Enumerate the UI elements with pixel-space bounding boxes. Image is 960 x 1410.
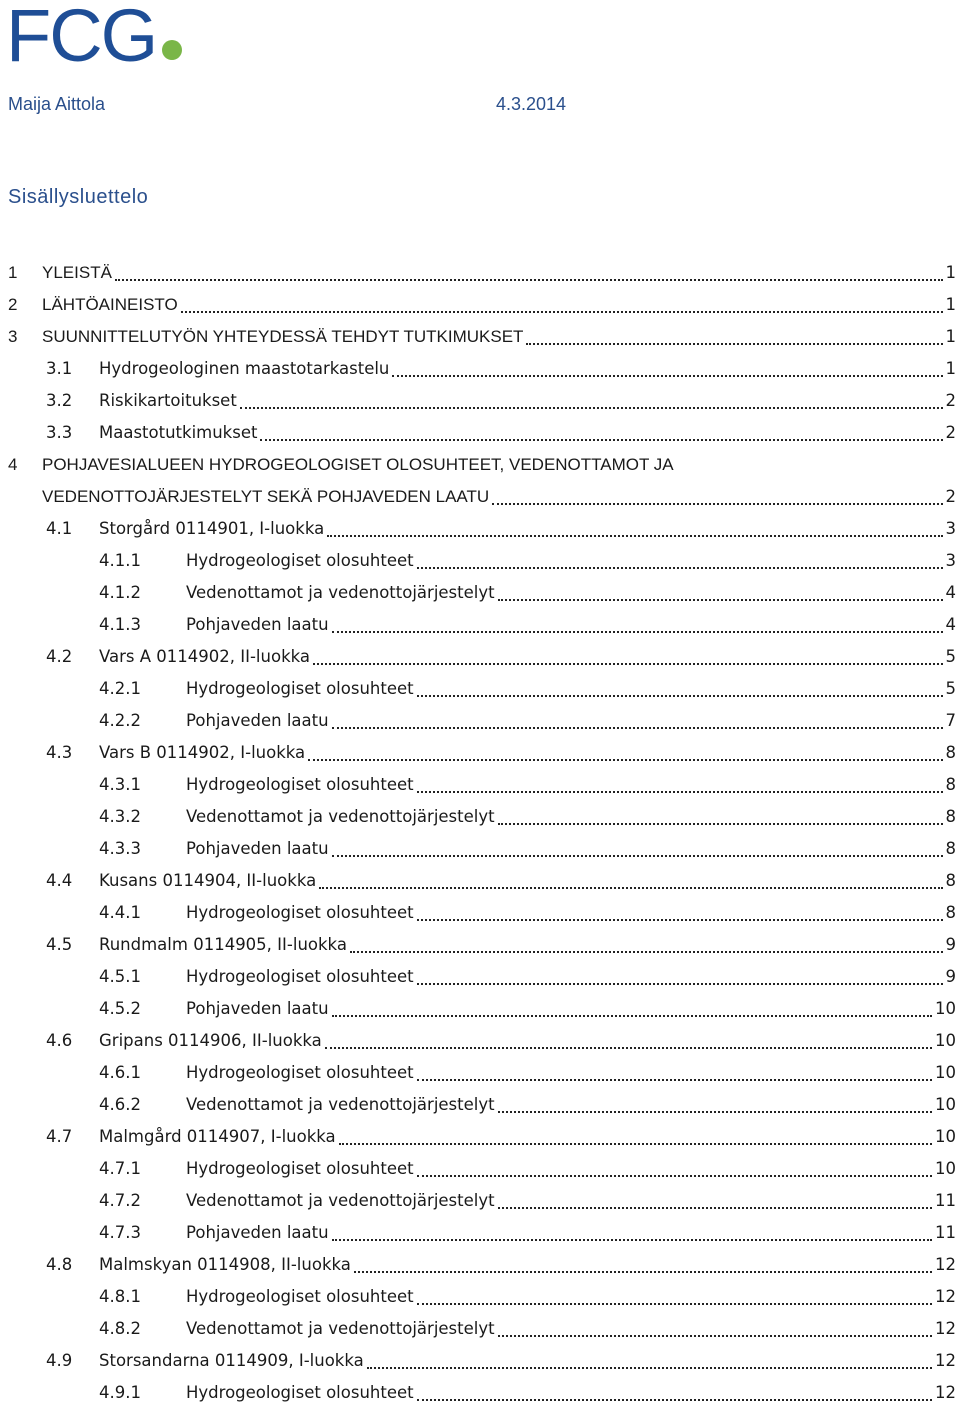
toc-entry[interactable] xyxy=(0,706,960,738)
toc-entry-page: 3 xyxy=(945,551,956,570)
toc-dot-leader xyxy=(332,838,943,857)
toc-entry-title: Hydrogeologiset olosuhteet xyxy=(186,1287,414,1306)
toc-dot-leader xyxy=(417,966,943,985)
toc-entry-title: Riskikartoitukset xyxy=(99,391,237,410)
toc-entry-number: 4.8 xyxy=(46,1255,73,1274)
toc-dot-leader xyxy=(240,390,943,409)
toc-dot-leader xyxy=(526,326,942,345)
toc-entry-number: 4.2.1 xyxy=(99,679,141,698)
toc-entry-page: 12 xyxy=(935,1319,956,1338)
toc-dot-leader xyxy=(313,646,942,665)
toc-entry[interactable] xyxy=(0,994,960,1026)
company-logo xyxy=(6,0,182,77)
toc-entry-title: Storgård 0114901, I-luokka xyxy=(99,519,325,538)
toc-entry[interactable] xyxy=(0,514,960,546)
toc-entry-title: Hydrogeologiset olosuhteet xyxy=(186,1159,414,1178)
toc-entry-title: Hydrogeologiset olosuhteet xyxy=(186,1063,414,1082)
toc-entry-number: 4.1.1 xyxy=(99,551,141,570)
toc-dot-leader xyxy=(339,1126,932,1145)
toc-dot-leader xyxy=(417,550,943,569)
toc-entry-number: 2 xyxy=(8,295,18,314)
toc-entry-title: Malmgård 0114907, I-luokka xyxy=(99,1127,336,1146)
toc-dot-leader xyxy=(417,678,943,697)
toc-entry[interactable] xyxy=(0,1314,960,1346)
toc-entry-page: 8 xyxy=(945,743,956,762)
toc-entry-title: LÄHTÖAINEISTO xyxy=(42,295,178,314)
toc-entry-title: Vedenottamot ja vedenottojärjestelyt xyxy=(186,583,495,602)
toc-entry-number: 4.1 xyxy=(46,519,73,538)
toc-entry-number: 4.6.2 xyxy=(99,1095,141,1114)
toc-entry-title: Hydrogeologinen maastotarkastelu xyxy=(99,359,390,378)
toc-entry-page: 10 xyxy=(935,1127,956,1146)
toc-entry[interactable] xyxy=(0,386,960,418)
toc-entry[interactable] xyxy=(0,578,960,610)
toc-entry[interactable] xyxy=(0,1090,960,1122)
toc-entry-title: Hydrogeologiset olosuhteet xyxy=(186,1383,414,1402)
toc-dot-leader xyxy=(181,294,943,313)
toc-dot-leader xyxy=(417,1158,932,1177)
toc-dot-leader xyxy=(498,1190,932,1209)
toc-dot-leader xyxy=(417,774,943,793)
toc-entry-page: 5 xyxy=(945,679,956,698)
toc-entry-page: 4 xyxy=(945,583,956,602)
toc-entry-title: Kusans 0114904, II-luokka xyxy=(99,871,317,890)
toc-dot-leader xyxy=(367,1350,932,1369)
author-name: Maija Aittola xyxy=(8,94,106,114)
toc-entry-page: 3 xyxy=(945,519,956,538)
toc-entry[interactable] xyxy=(0,610,960,642)
toc-entry[interactable] xyxy=(0,450,960,514)
toc-entry-page: 8 xyxy=(945,871,956,890)
toc-entry-title: Hydrogeologiset olosuhteet xyxy=(186,775,414,794)
toc-dot-leader xyxy=(392,358,942,377)
toc-entry-page: 1 xyxy=(945,359,956,378)
toc-entry-page: 10 xyxy=(935,999,956,1018)
toc-entry-title: Vedenottamot ja vedenottojärjestelyt xyxy=(186,1319,495,1338)
toc-entry[interactable] xyxy=(0,1378,960,1410)
toc-dot-leader xyxy=(350,934,943,953)
toc-entry-number: 4.1.3 xyxy=(99,615,141,634)
toc-entry-page: 1 xyxy=(945,295,956,314)
toc-dot-leader xyxy=(498,1318,932,1337)
toc-entry-page: 12 xyxy=(935,1351,956,1370)
toc-entry[interactable] xyxy=(0,418,960,450)
toc-dot-leader xyxy=(417,902,943,921)
toc-entry[interactable] xyxy=(0,930,960,962)
toc-dot-leader xyxy=(498,582,943,601)
toc-entry[interactable] xyxy=(0,1346,960,1378)
toc-entry[interactable] xyxy=(0,1218,960,1250)
toc-entry[interactable] xyxy=(0,802,960,834)
toc-entry-title: Rundmalm 0114905, II-luokka xyxy=(99,935,347,954)
toc-entry-page: 8 xyxy=(945,903,956,922)
toc-dot-leader xyxy=(115,262,943,281)
toc-entry[interactable] xyxy=(0,738,960,770)
toc-entry-page: 2 xyxy=(945,487,956,506)
toc-entry-title: Pohjaveden laatu xyxy=(186,615,329,634)
toc-entry-title: Pohjaveden laatu xyxy=(186,1223,329,1242)
toc-entry-number: 4.3.1 xyxy=(99,775,141,794)
table-of-contents xyxy=(0,258,960,1410)
toc-entry[interactable] xyxy=(0,1026,960,1058)
toc-entry-page: 10 xyxy=(935,1159,956,1178)
toc-entry-number: 4.7.2 xyxy=(99,1191,141,1210)
toc-entry-number: 4.3.3 xyxy=(99,839,141,858)
toc-entry-number: 3.2 xyxy=(46,391,73,410)
toc-entry[interactable] xyxy=(0,834,960,866)
toc-dot-leader xyxy=(319,870,942,889)
toc-entry-number: 4.7.1 xyxy=(99,1159,141,1178)
toc-entry[interactable] xyxy=(0,1250,960,1282)
toc-dot-leader xyxy=(332,1222,932,1241)
toc-entry-number: 4.4 xyxy=(46,871,73,890)
toc-entry[interactable] xyxy=(0,1154,960,1186)
toc-entry[interactable] xyxy=(0,866,960,898)
toc-dot-leader xyxy=(498,1094,932,1113)
toc-entry-title: Pohjaveden laatu xyxy=(186,711,329,730)
toc-entry-title: Hydrogeologiset olosuhteet xyxy=(186,903,414,922)
toc-entry-title: YLEISTÄ xyxy=(42,263,112,282)
toc-dot-leader xyxy=(325,1030,932,1049)
toc-dot-leader xyxy=(498,806,943,825)
toc-entry-number: 3.3 xyxy=(46,423,73,442)
document-header xyxy=(8,94,608,118)
toc-entry-title: Storsandarna 0114909, I-luokka xyxy=(99,1351,364,1370)
toc-entry-page: 1 xyxy=(945,263,956,282)
toc-entry-number: 4.2 xyxy=(46,647,73,666)
toc-entry-page: 8 xyxy=(945,839,956,858)
toc-entry-title: Hydrogeologiset olosuhteet xyxy=(186,679,414,698)
toc-dot-leader xyxy=(260,422,942,441)
toc-entry-number: 4.6 xyxy=(46,1031,73,1050)
toc-dot-leader xyxy=(332,998,932,1017)
toc-dot-leader xyxy=(327,518,942,537)
toc-entry[interactable] xyxy=(0,546,960,578)
toc-entry-page: 8 xyxy=(945,807,956,826)
toc-entry-number: 3.1 xyxy=(46,359,73,378)
toc-dot-leader xyxy=(332,710,943,729)
toc-entry-page: 12 xyxy=(935,1383,956,1402)
toc-entry-number: 4.9.1 xyxy=(99,1383,141,1402)
toc-title: Sisällysluettelo xyxy=(8,186,149,208)
toc-entry-number: 4.7 xyxy=(46,1127,73,1146)
logo-text: FCG xyxy=(6,0,157,77)
toc-entry-title: Pohjaveden laatu xyxy=(186,999,329,1018)
toc-entry-page: 1 xyxy=(945,327,956,346)
toc-entry[interactable] xyxy=(0,770,960,802)
toc-entry-number: 4.1.2 xyxy=(99,583,141,602)
toc-entry-page: 2 xyxy=(945,423,956,442)
toc-entry-page: 9 xyxy=(945,967,956,986)
toc-entry-title: Vedenottamot ja vedenottojärjestelyt xyxy=(186,1095,495,1114)
toc-entry-number: 4.7.3 xyxy=(99,1223,141,1242)
toc-entry[interactable] xyxy=(0,1058,960,1090)
toc-entry[interactable] xyxy=(0,258,960,290)
toc-entry-number: 4.8.1 xyxy=(99,1287,141,1306)
toc-entry-number: 3 xyxy=(8,327,18,346)
logo-dot-icon xyxy=(162,40,182,60)
toc-entry-number: 4.9 xyxy=(46,1351,73,1370)
toc-entry-page: 12 xyxy=(935,1287,956,1306)
toc-entry-title: Vars A 0114902, II-luokka xyxy=(99,647,311,666)
toc-entry-page: 2 xyxy=(945,391,956,410)
toc-dot-leader xyxy=(332,614,943,633)
toc-entry[interactable] xyxy=(0,898,960,930)
toc-entry-page: 10 xyxy=(935,1095,956,1114)
toc-entry-page: 9 xyxy=(945,935,956,954)
toc-dot-leader xyxy=(492,486,942,505)
toc-entry-page: 12 xyxy=(935,1255,956,1274)
toc-entry-title: Pohjaveden laatu xyxy=(186,839,329,858)
document-date: 4.3.2014 xyxy=(496,94,567,114)
toc-entry-number: 4.2.2 xyxy=(99,711,141,730)
toc-entry-title: Vedenottamot ja vedenottojärjestelyt xyxy=(186,807,495,826)
toc-entry-number: 4 xyxy=(8,455,18,474)
toc-entry[interactable] xyxy=(0,674,960,706)
toc-entry-number: 4.5 xyxy=(46,935,73,954)
toc-entry[interactable] xyxy=(0,642,960,674)
toc-entry-title: Vars B 0114902, I-luokka xyxy=(99,743,306,762)
toc-entry-page: 5 xyxy=(945,647,956,666)
toc-entry-number: 4.8.2 xyxy=(99,1319,141,1338)
toc-entry-title: Hydrogeologiset olosuhteet xyxy=(186,967,414,986)
toc-dot-leader xyxy=(417,1382,932,1401)
toc-entry-page: 4 xyxy=(945,615,956,634)
toc-entry-page: 11 xyxy=(935,1191,956,1210)
toc-entry-page: 10 xyxy=(935,1031,956,1050)
toc-entry[interactable] xyxy=(0,290,960,322)
toc-entry-page: 11 xyxy=(935,1223,956,1242)
toc-entry-number: 4.6.1 xyxy=(99,1063,141,1082)
toc-dot-leader xyxy=(417,1062,932,1081)
toc-dot-leader xyxy=(308,742,942,761)
toc-dot-leader xyxy=(354,1254,932,1273)
toc-entry-number: 4.3 xyxy=(46,743,73,762)
toc-entry[interactable] xyxy=(0,1122,960,1154)
toc-entry-page: 10 xyxy=(935,1063,956,1082)
toc-entry-title: Maastotutkimukset xyxy=(99,423,258,442)
toc-entry-title: Vedenottamot ja vedenottojärjestelyt xyxy=(186,1191,495,1210)
toc-entry-number: 4.4.1 xyxy=(99,903,141,922)
toc-entry[interactable] xyxy=(0,1282,960,1314)
toc-entry-title: Hydrogeologiset olosuhteet xyxy=(186,551,414,570)
toc-dot-leader xyxy=(417,1286,932,1305)
toc-entry-title: SUUNNITTELUTYÖN YHTEYDESSÄ TEHDYT TUTKIMUKSET xyxy=(42,327,524,346)
toc-entry[interactable] xyxy=(0,322,960,354)
toc-entry[interactable] xyxy=(0,962,960,994)
toc-entry-title: POHJAVESIALUEEN HYDROGEOLOGISET OLOSUHTEET, VEDENOTTAMOT JA xyxy=(42,455,674,474)
toc-entry-title-continued: VEDENOTTOJÄRJESTELYT SEKÄ POHJAVEDEN LAATU xyxy=(42,487,490,506)
toc-entry-number: 4.5.2 xyxy=(99,999,141,1018)
toc-entry-page: 7 xyxy=(945,711,956,730)
toc-entry-title: Malmskyan 0114908, II-luokka xyxy=(99,1255,351,1274)
toc-entry-number: 1 xyxy=(8,263,18,282)
toc-entry-number: 4.5.1 xyxy=(99,967,141,986)
toc-entry-title: Gripans 0114906, II-luokka xyxy=(99,1031,322,1050)
toc-entry-page: 8 xyxy=(945,775,956,794)
toc-entry[interactable] xyxy=(0,1186,960,1218)
toc-entry[interactable] xyxy=(0,354,960,386)
toc-entry-number: 4.3.2 xyxy=(99,807,141,826)
